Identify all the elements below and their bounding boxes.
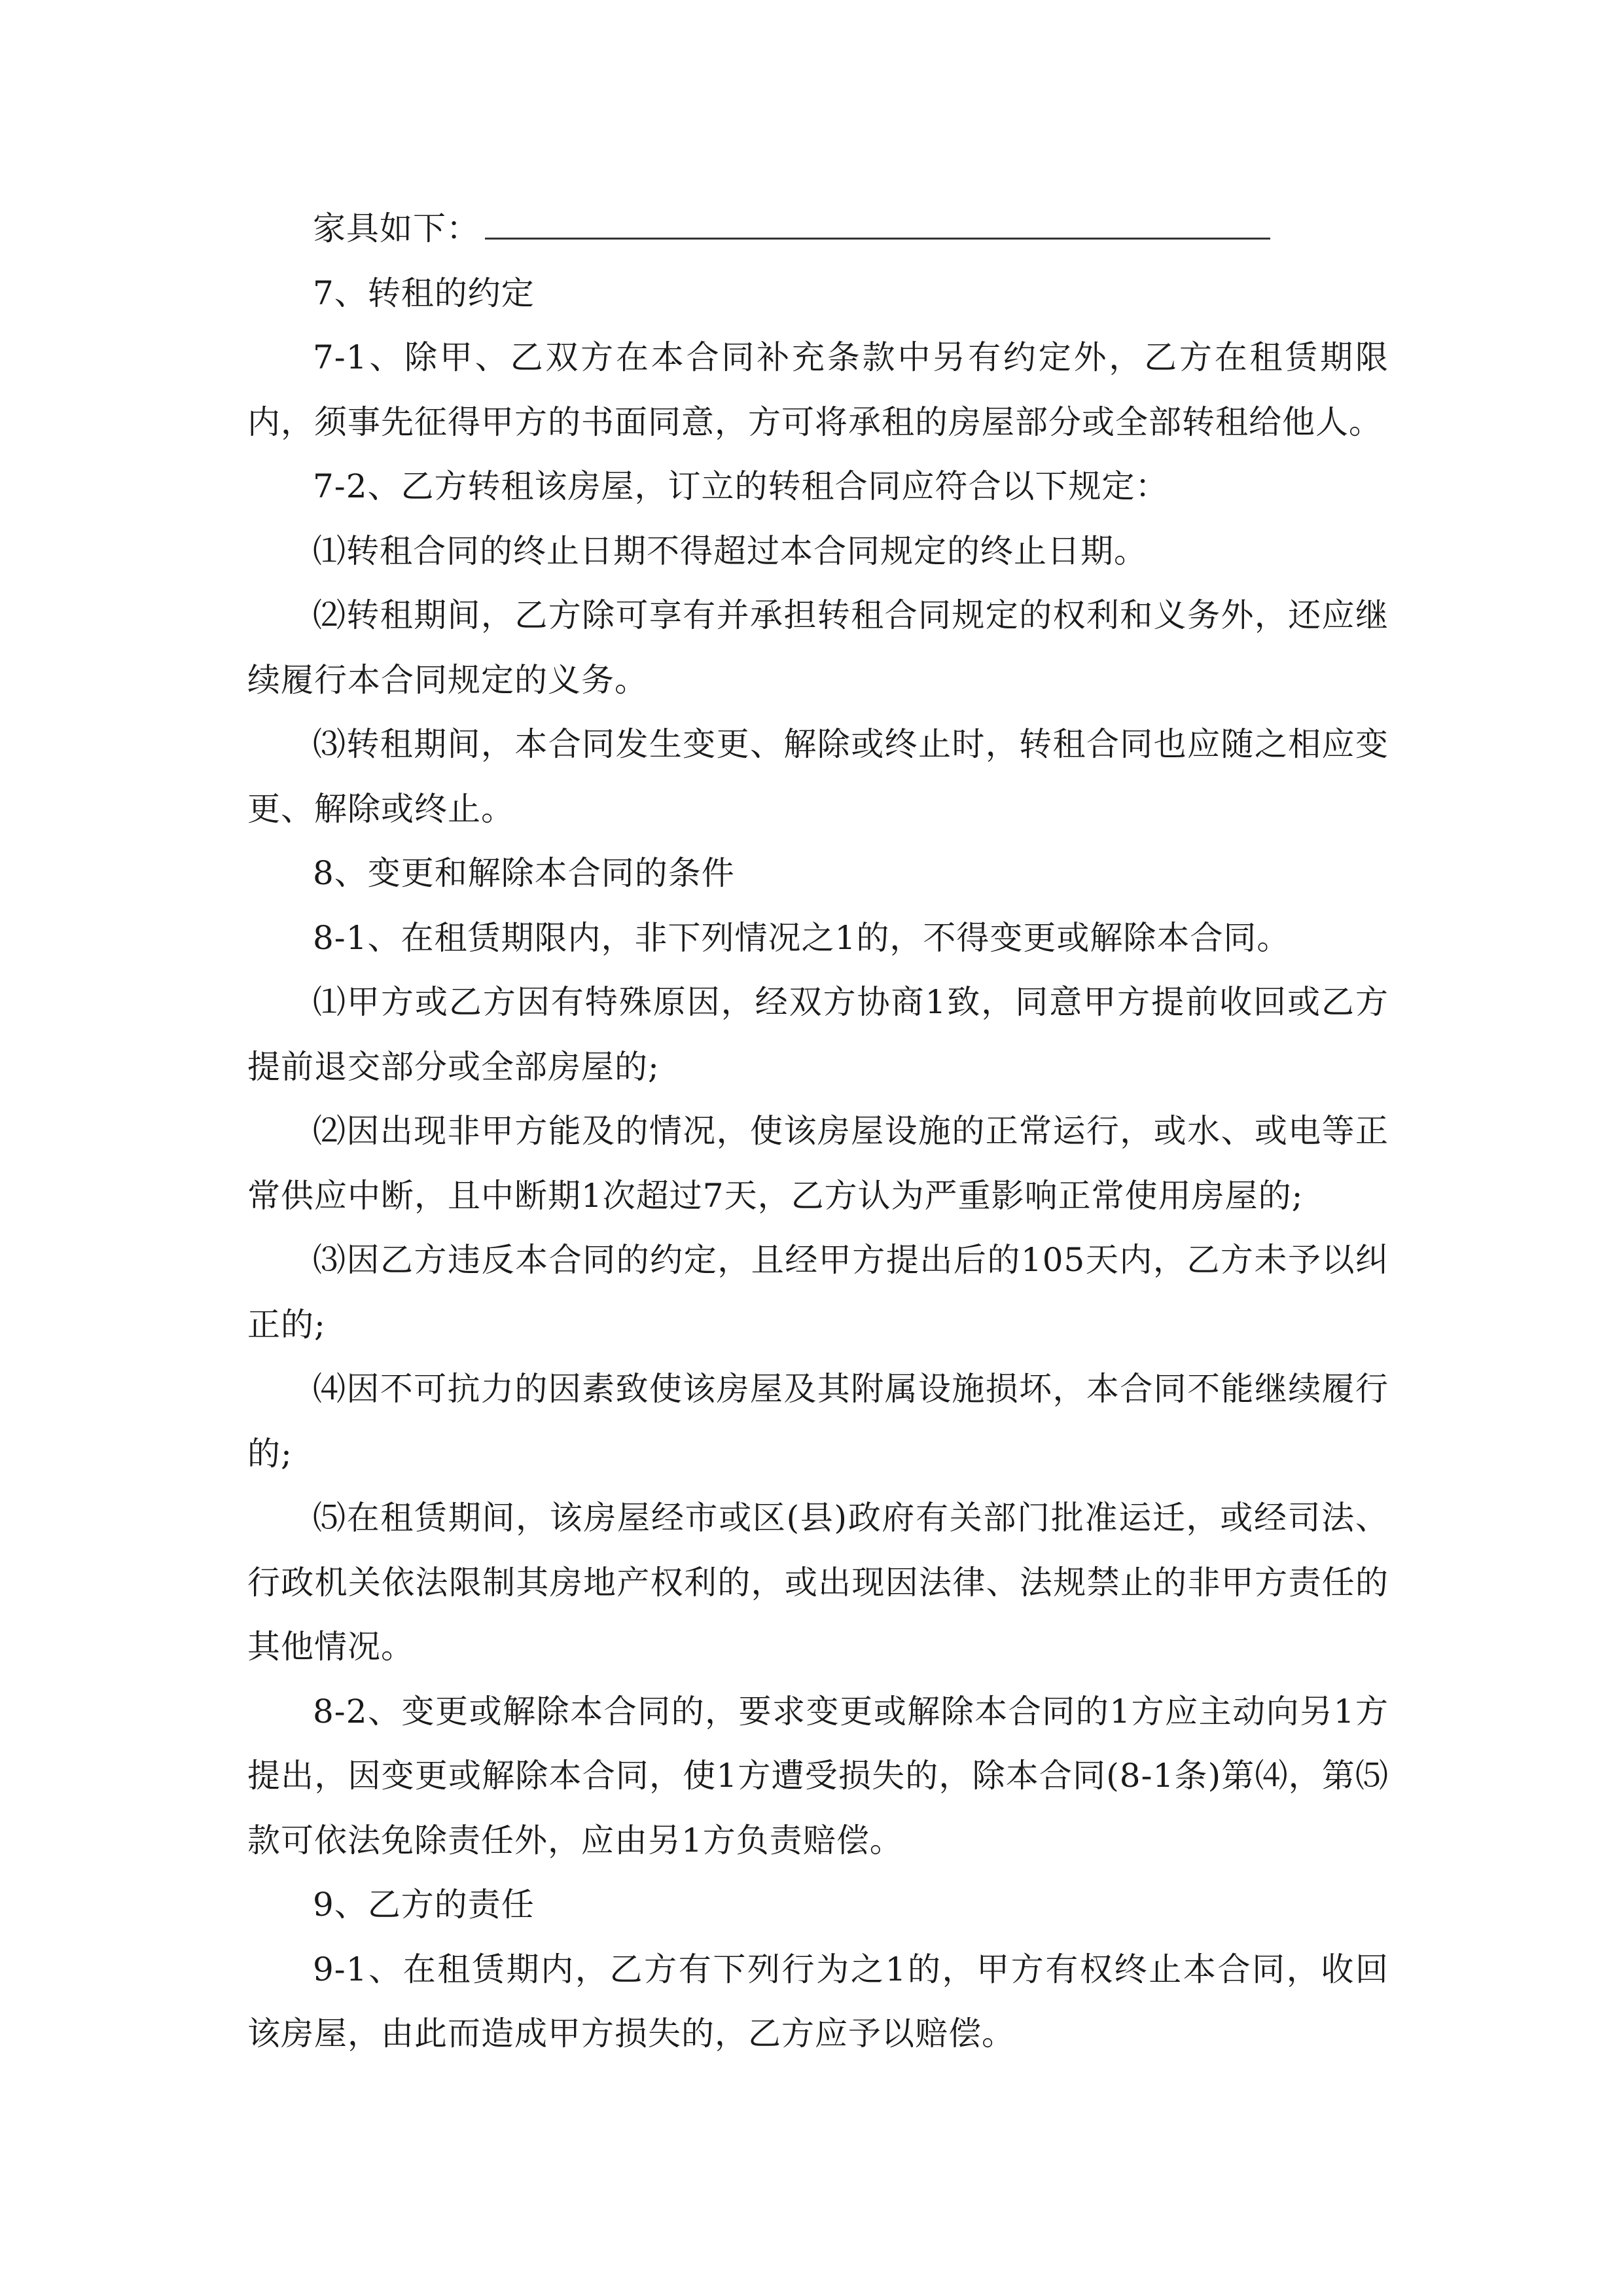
clause-8-1-item-4: ⑷因不可抗力的因素致使该房屋及其附属设施损坏，本合同不能继续履行的; <box>247 1370 1389 1473</box>
clause-7-2-item-1: ⑴转租合同的终止日期不得超过本合同规定的终止日期。 <box>313 531 1147 570</box>
clause-8-1-item-5: ⑸在租赁期间，该房屋经市或区(县)政府有关部门批准运迁，或经司法、行政机关依法限制其房地产权利的，或出现因法律、法规禁止的非甲方责任的其他情况。 <box>247 1499 1389 1666</box>
contract-body <box>247 196 1389 2066</box>
clause-7-2-item-3: ⑶转租期间，本合同发生变更、解除或终止时，转租合同也应随之相应变更、解除或终止。 <box>247 725 1389 828</box>
clause-8-1-item-1: ⑴甲方或乙方因有特殊原因，经双方协商1致，同意甲方提前收回或乙方提前退交部分或全部房屋的; <box>247 983 1389 1086</box>
clause-8-2: 8-2、变更或解除本合同的，要求变更或解除本合同的1方应主动向另1方提出，因变更或解除本合同，使1方遭受损失的，除本合同(8-1条)第⑷，第⑸款可依法免除责任外，应由另1方负责赔偿。 <box>247 1692 1389 1859</box>
furniture-label: 家具如下： <box>313 209 480 247</box>
furniture-blank-line <box>485 200 1270 240</box>
clause-8-1: 8-1、在租赁期限内，非下列情况之1的，不得变更或解除本合同。 <box>313 918 1291 957</box>
clause-8-1-item-3: ⑶因乙方违反本合同的约定，且经甲方提出后的105天内，乙方未予以纠正的; <box>247 1241 1389 1344</box>
clause-9-1: 9-1、在租赁期内，乙方有下列行为之1的，甲方有权终止本合同，收回该房屋，由此而造成甲方损失的，乙方应予以赔偿。 <box>247 1950 1389 2053</box>
clause-7-1: 7-1、除甲、乙双方在本合同补充条款中另有约定外，乙方在租赁期限内，须事先征得甲方的书面同意，方可将承租的房屋部分或全部转租给他人。 <box>247 338 1389 441</box>
clause-7-2-item-2: ⑵转租期间，乙方除可享有并承担转租合同规定的权利和义务外，还应继续履行本合同规定的义务。 <box>247 596 1389 699</box>
section-heading-9: 9、乙方的责任 <box>313 1886 535 1924</box>
section-heading-8: 8、变更和解除本合同的条件 <box>313 854 735 892</box>
clause-7-2: 7-2、乙方转租该房屋，订立的转租合同应符合以下规定： <box>313 467 1169 505</box>
section-heading-7: 7、转租的约定 <box>313 274 535 312</box>
clause-8-1-item-2: ⑵因出现非甲方能及的情况，使该房屋设施的正常运行，或水、或电等正常供应中断，且中断期1次超过7天，乙方认为严重影响正常使用房屋的; <box>247 1112 1389 1215</box>
furniture-line <box>247 196 1389 261</box>
